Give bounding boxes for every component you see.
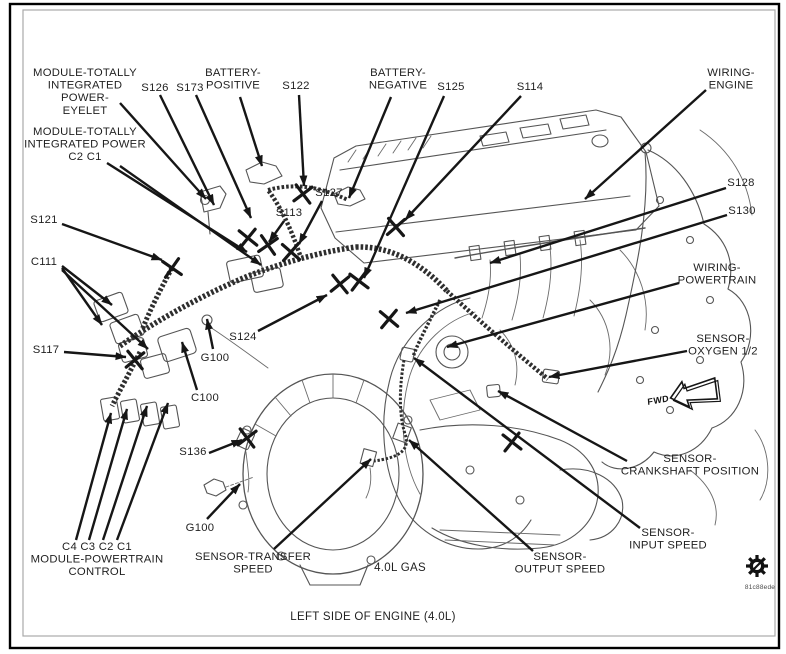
callout-label-g100-lower: G100 [185, 522, 215, 534]
callout-label-sensor-input-speed: SENSOR-INPUT SPEED [629, 527, 707, 552]
callout-label-sensor-output-speed: SENSOR-OUTPUT SPEED [514, 551, 606, 576]
callout-label-s173: S173 [176, 82, 204, 94]
callout-s122 [282, 80, 309, 186]
callout-label-s126: S126 [141, 82, 169, 94]
callout-label-s128: S128 [727, 177, 755, 189]
splice-x-mark [282, 243, 299, 260]
callout-battery-positive [205, 67, 262, 166]
leader-line-c100 [182, 342, 197, 390]
callout-sensor-output-speed [409, 440, 605, 576]
valve-cover [321, 110, 659, 263]
callout-label-module-tipm-c2c1: MODULE-TOTALLY INTEGRATED POWER C2 C1 [24, 126, 146, 164]
leader-line-s126 [160, 95, 214, 205]
callout-label-s122: S122 [282, 80, 310, 92]
leader-line-s124 [258, 295, 327, 331]
callout-label-sensor-crankshaft-position: SENSOR-CRANKSHAFT POSITION [620, 453, 760, 478]
leader-line-c111 [62, 270, 148, 349]
callout-label-s113: S113 [275, 207, 303, 219]
leader-line-battery-positive [240, 97, 262, 166]
callout-sensor-crankshaft-position [498, 391, 759, 478]
callout-label-module-tipm-eyelet: MODULE-TOTALLY INTEGRATED POWER-EYELET [33, 67, 137, 117]
ground-bolt [204, 479, 226, 496]
caption-main: LEFT SIDE OF ENGINE (4.0L) [290, 611, 456, 623]
callout-g100-lower [186, 484, 240, 534]
callout-sensor-transfer-speed [195, 459, 371, 576]
leader-line-s121 [62, 224, 162, 260]
fwd-arrow-label: FWD [647, 393, 670, 408]
leader-line-s117 [64, 352, 126, 357]
callout-label-s125: S125 [437, 81, 465, 93]
callout-label-s136: S136 [179, 446, 207, 458]
leader-line-s136 [209, 440, 242, 453]
callout-module-powertrain-control [31, 403, 168, 578]
leader-line-battery-negative [349, 97, 391, 198]
callout-label-c100: C100 [190, 392, 220, 404]
leader-line-sensor-crankshaft-position [498, 391, 627, 461]
leader-line-sensor-oxygen-1-2 [549, 351, 687, 377]
callout-battery-negative [349, 67, 427, 198]
leader-line-sensor-output-speed [409, 440, 533, 551]
leader-line-module-tipm-c2c1 [107, 163, 247, 252]
callout-s121 [30, 214, 162, 260]
splice-x-mark [259, 236, 278, 255]
splice-x-mark [380, 310, 397, 327]
splice-x-mark [294, 185, 312, 203]
leader-line-wiring-powertrain [447, 283, 679, 347]
leader-line-s125 [364, 96, 444, 278]
battery-positive-terminal [246, 162, 282, 184]
leader-line-c111 [62, 266, 112, 305]
fwd-direction-arrow [647, 376, 722, 412]
eyelet-bracket [200, 186, 226, 234]
leader-line-g100-lower [207, 484, 240, 519]
callout-s130 [406, 205, 756, 313]
leader-line-s127 [299, 201, 322, 244]
leader-line-s130 [406, 215, 727, 313]
callout-label-wiring-powertrain: WIRING-POWERTRAIN [677, 262, 757, 287]
callout-sensor-oxygen-1-2 [549, 333, 758, 377]
engine-line-art [93, 110, 768, 585]
callout-s124 [229, 295, 327, 343]
caption-engine-type: 4.0L GAS [374, 562, 426, 574]
callout-label-s117: S117 [32, 344, 60, 356]
callout-label-sensor-oxygen-1-2: SENSOR-OXYGEN 1/2 [688, 333, 758, 358]
callout-label-c111: C111 [30, 256, 58, 268]
callout-label-g100-upper: G100 [200, 352, 230, 364]
splice-x-mark [331, 275, 349, 293]
leader-line-sensor-transfer-speed [274, 459, 371, 549]
fuel-rail [455, 228, 645, 320]
leader-line-module-tipm-eyelet [120, 103, 206, 199]
callout-s128 [490, 177, 755, 263]
callout-label-sensor-transfer-speed: SENSOR-TRANSFER SPEED [194, 551, 312, 576]
callout-label-battery-positive: BATTERY-POSITIVE [205, 67, 261, 92]
callout-label-s114: S114 [516, 81, 544, 93]
leader-line-sensor-input-speed [414, 358, 640, 528]
callout-label-s124: S124 [229, 331, 257, 343]
callout-s117 [33, 344, 126, 357]
callout-label-s130: S130 [728, 205, 756, 217]
callout-s114 [405, 81, 543, 220]
callout-s136 [179, 440, 242, 458]
callout-s126 [141, 82, 214, 205]
callout-label-s121: S121 [30, 214, 58, 226]
gear-logo-icon [746, 555, 768, 577]
drawing-id-watermark: 81c88ede [744, 584, 776, 591]
splice-x-mark [239, 229, 257, 247]
callout-label-battery-negative: BATTERY-NEGATIVE [368, 67, 428, 92]
leader-line-s122 [299, 95, 304, 186]
callout-label-s127: S127 [315, 187, 343, 199]
callout-g100-upper [201, 319, 230, 364]
callout-label-wiring-engine: WIRING-ENGINE [707, 67, 755, 92]
splice-x-mark [163, 259, 182, 278]
dipstick-tube [598, 152, 646, 392]
callout-label-module-powertrain-control: C4 C3 C2 C1 MODULE-POWERTRAIN CONTROL [30, 541, 164, 579]
callout-c111 [31, 256, 148, 349]
splice-marks [126, 185, 521, 451]
